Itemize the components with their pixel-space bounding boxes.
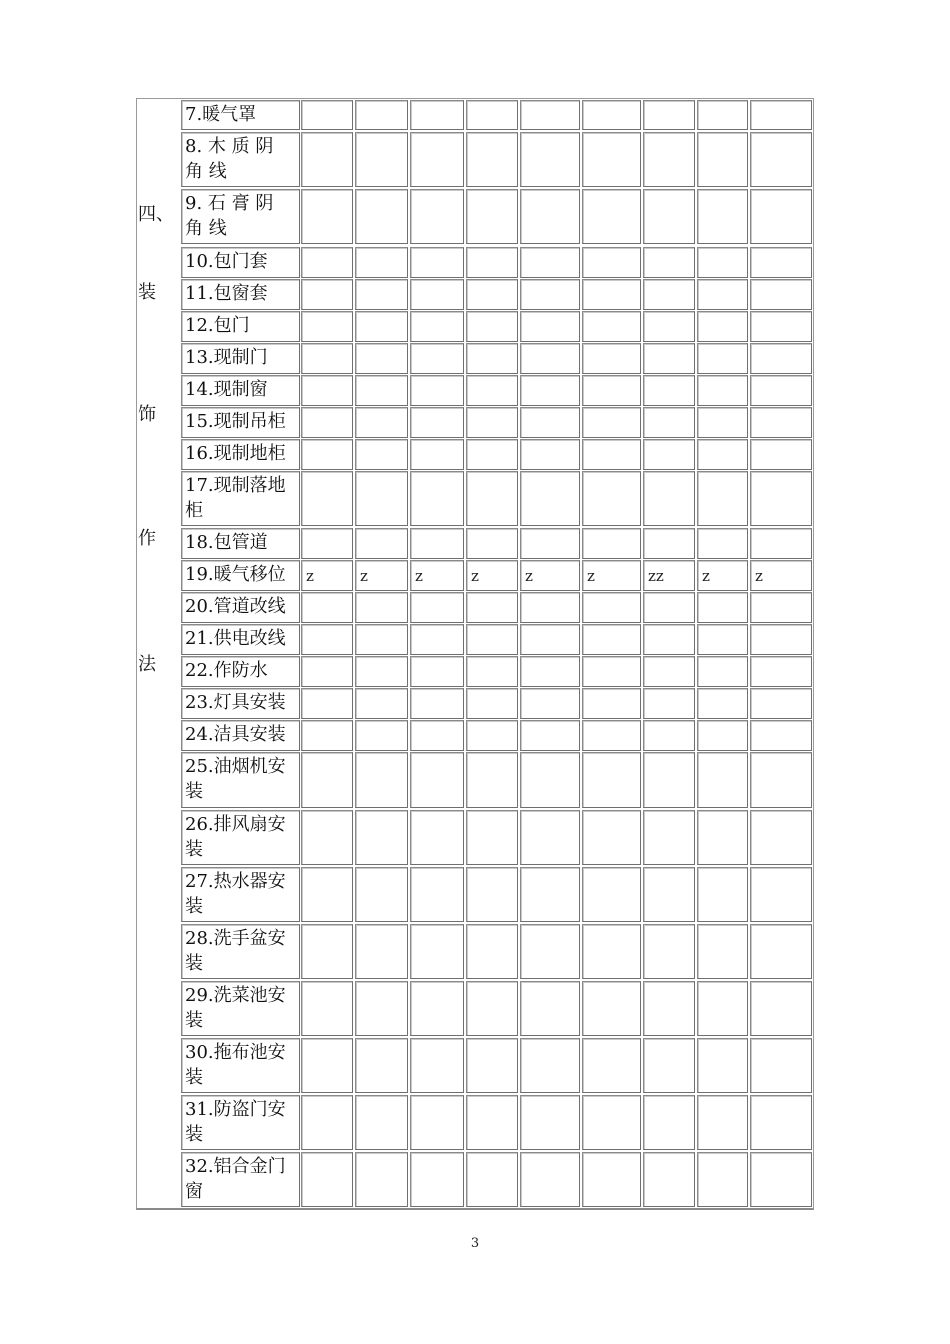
- value-cell[interactable]: [301, 279, 353, 310]
- value-cell[interactable]: [355, 407, 408, 438]
- value-cell[interactable]: [520, 810, 580, 865]
- value-cell[interactable]: [466, 528, 518, 559]
- value-cell[interactable]: [697, 189, 748, 244]
- value-cell[interactable]: [750, 189, 812, 244]
- value-cell[interactable]: [466, 924, 518, 979]
- value-cell[interactable]: [750, 247, 812, 278]
- value-cell[interactable]: [410, 592, 464, 623]
- value-cell[interactable]: [750, 624, 812, 655]
- value-cell[interactable]: [301, 981, 353, 1036]
- value-cell[interactable]: [643, 720, 695, 751]
- value-cell[interactable]: [582, 688, 641, 719]
- value-cell[interactable]: [466, 981, 518, 1036]
- value-cell[interactable]: [697, 810, 748, 865]
- value-cell[interactable]: [410, 343, 464, 374]
- item-label: 22.作防水: [185, 660, 268, 681]
- value-cell[interactable]: [582, 1095, 641, 1150]
- value-cell[interactable]: [355, 981, 408, 1036]
- value-cell[interactable]: [520, 247, 580, 278]
- value-cell[interactable]: [355, 1095, 408, 1150]
- value-cell[interactable]: [697, 592, 748, 623]
- value-cell[interactable]: [750, 528, 812, 559]
- value-cell[interactable]: [355, 439, 408, 470]
- value-cell[interactable]: [697, 656, 748, 687]
- value-cell[interactable]: [301, 924, 353, 979]
- value-cell[interactable]: [697, 752, 748, 808]
- value-cell[interactable]: [301, 132, 353, 187]
- value-cell[interactable]: [466, 375, 518, 406]
- item-label: 8. 木 质 阴 角 线: [185, 136, 274, 182]
- item-label: 29.洗菜池安装: [185, 985, 286, 1031]
- value-cell[interactable]: [750, 720, 812, 751]
- value-cell[interactable]: [466, 407, 518, 438]
- item-label: 31.防盗门安装: [185, 1099, 286, 1145]
- value-cell[interactable]: [466, 752, 518, 808]
- value-cell[interactable]: [520, 1095, 580, 1150]
- value-cell[interactable]: [582, 343, 641, 374]
- category-char: 四、: [138, 204, 174, 225]
- value-cell[interactable]: [355, 688, 408, 719]
- value-cell[interactable]: [697, 720, 748, 751]
- value-cell[interactable]: [520, 132, 580, 187]
- value-cell[interactable]: [643, 688, 695, 719]
- value-cell[interactable]: [301, 343, 353, 374]
- value-cell[interactable]: [750, 1152, 812, 1207]
- value-cell[interactable]: [582, 407, 641, 438]
- value-cell[interactable]: [410, 867, 464, 922]
- value-cell[interactable]: [410, 100, 464, 130]
- item-label: 10.包门套: [185, 251, 268, 272]
- item-label: 7.暖气罩: [185, 104, 257, 125]
- item-label: 15.现制吊柜: [185, 411, 286, 432]
- value-cell[interactable]: [410, 407, 464, 438]
- value-cell[interactable]: [301, 471, 353, 526]
- value-cell[interactable]: [466, 1152, 518, 1207]
- value-cell[interactable]: [643, 247, 695, 278]
- item-label: 20.管道改线: [185, 596, 286, 617]
- value-cell[interactable]: [520, 471, 580, 526]
- value-cell[interactable]: [643, 1038, 695, 1093]
- value-cell[interactable]: [301, 528, 353, 559]
- value-cell[interactable]: [697, 981, 748, 1036]
- value-cell[interactable]: [582, 656, 641, 687]
- value-cell[interactable]: [520, 311, 580, 342]
- value-cell[interactable]: [355, 279, 408, 310]
- value-cell[interactable]: [355, 1152, 408, 1207]
- value-cell[interactable]: [301, 407, 353, 438]
- value-cell[interactable]: [643, 132, 695, 187]
- value-cell[interactable]: [643, 924, 695, 979]
- value-cell[interactable]: [301, 311, 353, 342]
- value-cell[interactable]: [466, 343, 518, 374]
- value-cell[interactable]: [643, 592, 695, 623]
- value-cell[interactable]: [582, 624, 641, 655]
- value-cell[interactable]: [582, 1152, 641, 1207]
- value-cell[interactable]: [643, 752, 695, 808]
- value-cell[interactable]: [697, 471, 748, 526]
- value-cell[interactable]: [582, 100, 641, 130]
- value-cell[interactable]: [520, 924, 580, 979]
- item-label: 26.排风扇安装: [185, 814, 286, 860]
- value-cell[interactable]: [466, 132, 518, 187]
- value-cell[interactable]: [410, 311, 464, 342]
- value-cell[interactable]: [750, 656, 812, 687]
- value-cell[interactable]: [520, 720, 580, 751]
- value-cell[interactable]: [697, 132, 748, 187]
- item-label: 16.现制地柜: [185, 443, 286, 464]
- value-cell[interactable]: [410, 375, 464, 406]
- value-cell[interactable]: [520, 375, 580, 406]
- value-cell[interactable]: [355, 471, 408, 526]
- value-cell[interactable]: [643, 471, 695, 526]
- value-cell[interactable]: [750, 1095, 812, 1150]
- item-label: 9. 石 膏 阴 角 线: [185, 193, 274, 239]
- value-cell[interactable]: [750, 132, 812, 187]
- value-cell[interactable]: [643, 1095, 695, 1150]
- value-cell[interactable]: [355, 624, 408, 655]
- value-cell[interactable]: [697, 279, 748, 310]
- item-label: 12.包门: [185, 315, 250, 336]
- value-cell[interactable]: [697, 1038, 748, 1093]
- value-cell[interactable]: [750, 592, 812, 623]
- value-cell[interactable]: [355, 1038, 408, 1093]
- value-cell[interactable]: [355, 752, 408, 808]
- category-char: 装: [138, 282, 156, 303]
- value-cell[interactable]: [466, 1038, 518, 1093]
- value-cell[interactable]: [520, 592, 580, 623]
- value-cell[interactable]: [697, 407, 748, 438]
- value-cell[interactable]: [410, 1038, 464, 1093]
- item-label: 28.洗手盆安装: [185, 928, 286, 974]
- value-cell[interactable]: [301, 1038, 353, 1093]
- value-cell[interactable]: [750, 471, 812, 526]
- page-number: 3: [470, 1236, 480, 1251]
- value-cell[interactable]: [301, 867, 353, 922]
- value-cell[interactable]: [520, 279, 580, 310]
- value-cell[interactable]: [582, 279, 641, 310]
- cell-value: zz: [648, 567, 664, 585]
- value-cell[interactable]: [697, 375, 748, 406]
- value-cell[interactable]: [750, 688, 812, 719]
- value-cell[interactable]: [697, 624, 748, 655]
- value-cell[interactable]: [582, 752, 641, 808]
- value-cell[interactable]: [301, 656, 353, 687]
- value-cell[interactable]: [520, 624, 580, 655]
- cell-value: z: [471, 567, 479, 585]
- cell-value: z: [360, 567, 368, 585]
- value-cell[interactable]: [355, 867, 408, 922]
- value-cell[interactable]: [410, 1095, 464, 1150]
- value-cell[interactable]: [520, 439, 580, 470]
- value-cell[interactable]: [643, 311, 695, 342]
- value-cell[interactable]: [697, 1152, 748, 1207]
- value-cell[interactable]: [582, 247, 641, 278]
- value-cell[interactable]: [466, 592, 518, 623]
- value-cell[interactable]: [520, 688, 580, 719]
- cell-value: z: [702, 567, 710, 585]
- value-cell[interactable]: [410, 810, 464, 865]
- value-cell[interactable]: [410, 1152, 464, 1207]
- value-cell[interactable]: [301, 100, 353, 130]
- value-cell[interactable]: [301, 688, 353, 719]
- value-cell[interactable]: [355, 343, 408, 374]
- value-cell[interactable]: [643, 407, 695, 438]
- item-label: 18.包管道: [185, 532, 268, 553]
- value-cell[interactable]: [410, 656, 464, 687]
- value-cell[interactable]: [520, 189, 580, 244]
- value-cell[interactable]: [410, 752, 464, 808]
- value-cell[interactable]: [582, 592, 641, 623]
- value-cell[interactable]: [750, 407, 812, 438]
- value-cell[interactable]: [643, 810, 695, 865]
- value-cell[interactable]: [750, 1038, 812, 1093]
- value-cell[interactable]: [466, 471, 518, 526]
- value-cell[interactable]: [301, 439, 353, 470]
- value-cell[interactable]: [466, 311, 518, 342]
- value-cell[interactable]: [582, 924, 641, 979]
- value-cell[interactable]: [643, 624, 695, 655]
- value-cell[interactable]: [520, 867, 580, 922]
- value-cell[interactable]: [410, 720, 464, 751]
- item-label: 27.热水器安装: [185, 871, 286, 917]
- value-cell[interactable]: [410, 624, 464, 655]
- category-char: 作: [138, 528, 156, 549]
- value-cell[interactable]: [750, 924, 812, 979]
- value-cell[interactable]: [466, 720, 518, 751]
- cell-value: z: [306, 567, 314, 585]
- value-cell[interactable]: [355, 720, 408, 751]
- value-cell[interactable]: [410, 189, 464, 244]
- value-cell[interactable]: [750, 311, 812, 342]
- value-cell[interactable]: [520, 981, 580, 1036]
- value-cell[interactable]: [301, 810, 353, 865]
- value-cell[interactable]: [466, 279, 518, 310]
- value-cell[interactable]: [520, 1152, 580, 1207]
- cell-value: z: [587, 567, 595, 585]
- value-cell[interactable]: [520, 343, 580, 374]
- value-cell[interactable]: [520, 407, 580, 438]
- value-cell[interactable]: [697, 439, 748, 470]
- value-cell[interactable]: [750, 343, 812, 374]
- value-cell[interactable]: [750, 752, 812, 808]
- value-cell[interactable]: [301, 375, 353, 406]
- value-cell[interactable]: [582, 439, 641, 470]
- value-cell[interactable]: [520, 100, 580, 130]
- value-cell[interactable]: [355, 924, 408, 979]
- cell-value: z: [415, 567, 423, 585]
- value-cell[interactable]: [355, 528, 408, 559]
- value-cell[interactable]: [582, 720, 641, 751]
- value-cell[interactable]: [750, 100, 812, 130]
- value-cell[interactable]: [410, 132, 464, 187]
- value-cell[interactable]: [301, 189, 353, 244]
- value-cell[interactable]: [466, 247, 518, 278]
- value-cell[interactable]: [355, 189, 408, 244]
- value-cell[interactable]: [697, 247, 748, 278]
- item-label: 21.供电改线: [185, 628, 286, 649]
- value-cell[interactable]: [466, 624, 518, 655]
- value-cell[interactable]: [355, 375, 408, 406]
- item-label: 23.灯具安装: [185, 692, 286, 713]
- value-cell[interactable]: [697, 688, 748, 719]
- value-cell[interactable]: [410, 279, 464, 310]
- item-label: 13.现制门: [185, 347, 268, 368]
- value-cell[interactable]: [410, 471, 464, 526]
- value-cell[interactable]: [582, 528, 641, 559]
- value-cell[interactable]: [466, 810, 518, 865]
- cell-value: z: [525, 567, 533, 585]
- value-cell[interactable]: [466, 688, 518, 719]
- value-cell[interactable]: [410, 528, 464, 559]
- value-cell[interactable]: [466, 867, 518, 922]
- item-label: 25.油烟机安装: [185, 756, 286, 802]
- item-label: 19.暖气移位: [185, 564, 286, 585]
- value-cell[interactable]: [466, 439, 518, 470]
- cell-value: z: [755, 567, 763, 585]
- value-cell[interactable]: [301, 592, 353, 623]
- value-cell[interactable]: [301, 247, 353, 278]
- value-cell[interactable]: [301, 1095, 353, 1150]
- value-cell[interactable]: [750, 439, 812, 470]
- value-cell[interactable]: [750, 810, 812, 865]
- item-label: 11.包窗套: [185, 283, 268, 304]
- value-cell[interactable]: [643, 439, 695, 470]
- value-cell[interactable]: [582, 132, 641, 187]
- value-cell[interactable]: [520, 656, 580, 687]
- value-cell[interactable]: [643, 656, 695, 687]
- value-cell[interactable]: [582, 867, 641, 922]
- value-cell[interactable]: [697, 924, 748, 979]
- value-cell[interactable]: [582, 189, 641, 244]
- value-cell[interactable]: [697, 1095, 748, 1150]
- value-cell[interactable]: [355, 247, 408, 278]
- item-label: 32.铝合金门窗: [185, 1156, 286, 1202]
- value-cell[interactable]: [750, 279, 812, 310]
- value-cell[interactable]: [301, 752, 353, 808]
- category-char: 法: [138, 654, 156, 675]
- value-cell[interactable]: [643, 189, 695, 244]
- value-cell[interactable]: [697, 528, 748, 559]
- value-cell[interactable]: [697, 343, 748, 374]
- value-cell[interactable]: [697, 311, 748, 342]
- value-cell[interactable]: [643, 981, 695, 1036]
- value-cell[interactable]: [301, 1152, 353, 1207]
- category-char: 饰: [138, 404, 156, 425]
- value-cell[interactable]: [643, 343, 695, 374]
- value-cell[interactable]: [410, 924, 464, 979]
- value-cell[interactable]: [750, 867, 812, 922]
- value-cell[interactable]: [643, 528, 695, 559]
- value-cell[interactable]: [750, 981, 812, 1036]
- value-cell[interactable]: [643, 100, 695, 130]
- item-label: 17.现制落地柜: [185, 475, 286, 521]
- value-cell[interactable]: [582, 471, 641, 526]
- value-cell[interactable]: [466, 656, 518, 687]
- value-cell[interactable]: [355, 592, 408, 623]
- value-cell[interactable]: [750, 375, 812, 406]
- value-cell[interactable]: [643, 279, 695, 310]
- value-cell[interactable]: [643, 375, 695, 406]
- value-cell[interactable]: [582, 311, 641, 342]
- value-cell[interactable]: [355, 311, 408, 342]
- value-cell[interactable]: [410, 439, 464, 470]
- value-cell[interactable]: [582, 981, 641, 1036]
- value-cell[interactable]: [520, 528, 580, 559]
- value-cell[interactable]: [582, 810, 641, 865]
- value-cell[interactable]: [355, 100, 408, 130]
- value-cell[interactable]: [697, 867, 748, 922]
- value-cell[interactable]: [582, 375, 641, 406]
- value-cell[interactable]: [697, 100, 748, 130]
- value-cell[interactable]: [355, 132, 408, 187]
- value-cell[interactable]: [410, 247, 464, 278]
- item-label: 30.拖布池安装: [185, 1042, 286, 1088]
- value-cell[interactable]: [355, 656, 408, 687]
- value-cell[interactable]: [520, 752, 580, 808]
- item-label: 24.洁具安装: [185, 724, 286, 745]
- value-cell[interactable]: [643, 1152, 695, 1207]
- value-cell[interactable]: [466, 100, 518, 130]
- value-cell[interactable]: [355, 810, 408, 865]
- value-cell[interactable]: [582, 1038, 641, 1093]
- value-cell[interactable]: [643, 867, 695, 922]
- value-cell[interactable]: [466, 189, 518, 244]
- item-label: 14.现制窗: [185, 379, 268, 400]
- value-cell[interactable]: [301, 624, 353, 655]
- value-cell[interactable]: [466, 1095, 518, 1150]
- value-cell[interactable]: [520, 1038, 580, 1093]
- value-cell[interactable]: [410, 981, 464, 1036]
- value-cell[interactable]: [301, 720, 353, 751]
- value-cell[interactable]: [410, 688, 464, 719]
